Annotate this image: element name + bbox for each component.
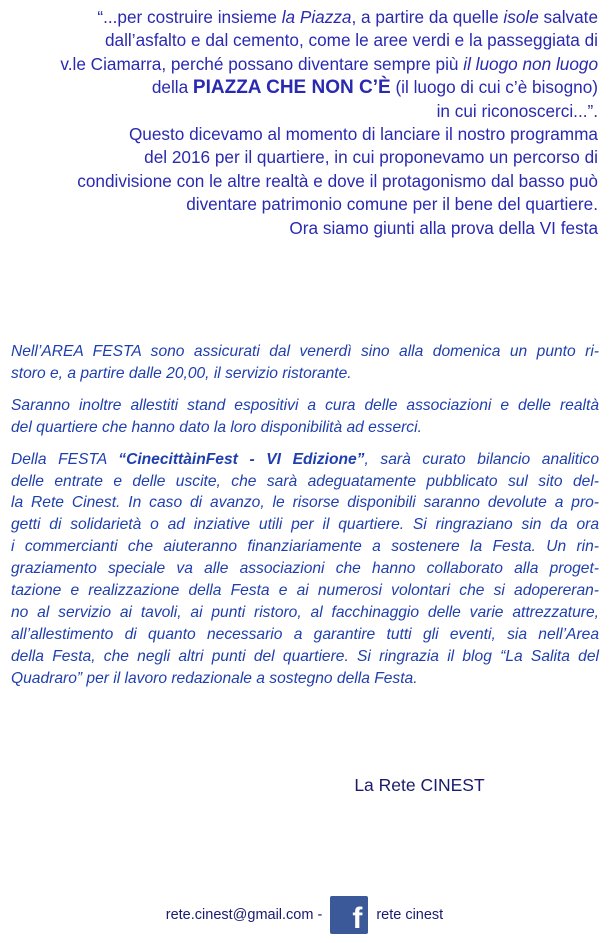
text-run: Saranno inoltre allestiti stand espositivi a cura delle associazioni e delle realtà [11,396,599,414]
text-run: (il luogo di cui c’è bisogno) [390,77,598,98]
text-run: storo e, a partire dalle 20,00, il servizio ristorante. [11,364,352,382]
text-run: Della FESTA [11,450,119,468]
text-run: “...per costruire insieme [97,7,282,27]
text-run: , sarà curato bilancio analitico [364,450,599,468]
text-run: , a partire da quelle [351,7,504,27]
facebook-icon[interactable]: f [330,896,368,934]
paragraph-gap [11,439,599,449]
text-line [11,580,599,602]
text-run: dall’asfalto e dal cemento, come le aree verdi e la passeggiata di [105,30,598,51]
text-run: Questo dicevamo al momento di lanciare il nostro programma [128,124,598,145]
text-run: tazione e realizzazione della Festa e ai numerosi volontari che si adopereran- [11,582,599,600]
text-run: Ora siamo giunti alla prova della VI festa [289,217,598,238]
text-run: graziamento speciale va alle associazioni che hanno collaborato alla proget- [11,560,599,578]
text-run: “CinecittàinFest - VI Edizione” [118,450,365,468]
text-line [10,123,598,146]
text-line [11,449,599,471]
text-run: in cui riconoscerci...”. [436,100,598,121]
text-run: della [151,77,193,98]
footer-contacts [0,896,609,934]
intro-quote [10,6,598,240]
text-run: no al servizio ai tavoli, ai punti ristoro, al facchinaggio delle varie attrezzature, [11,603,599,621]
paragraph [11,341,599,385]
text-line [10,170,598,193]
text-run: del quartiere che hanno dato la loro disponibilità ad esserci. [11,418,422,436]
text-run: la Rete Cinest. In caso di avanzo, le risorse disponibili saranno devolute a pro- [11,494,599,512]
text-run: salvate [538,7,598,27]
text-run: il luogo non luogo [463,53,598,74]
text-line [10,76,598,99]
text-line [11,668,599,690]
paragraph-gap [11,385,599,395]
text-line [11,363,599,385]
text-line [10,53,598,76]
text-line [11,471,599,493]
text-line [10,193,598,216]
text-line [10,146,598,169]
text-run: PIAZZA CHE NON C’È [192,77,391,99]
text-line [11,602,599,624]
text-run: isole [503,7,539,27]
text-run: diventare patrimonio comune per il bene del quartiere. [186,194,598,215]
text-line [11,492,599,514]
text-line [10,6,598,29]
signature: La Rete CINEST [354,775,485,795]
text-run: Nell’AREA FESTA sono assicurati dal venerdì sino alla domenica un punto ri- [11,343,599,360]
text-line [11,646,599,668]
text-run: Quadraro” per il lavoro redazionale a sostegno della Festa. [11,669,418,687]
text-line [10,217,598,240]
text-run: v.le Ciamarra, perché possano diventare sempre più [60,53,464,74]
text-line [11,514,599,536]
text-line [11,624,599,646]
text-run: all’allestimento di quanto necessario a garantire tutti gli eventi, sia nell’Area [11,625,599,643]
text-run: la Piazza [281,7,352,27]
text-line [11,417,599,439]
text-line [10,100,598,123]
email-address[interactable]: rete.cinest@gmail.com - [165,907,323,923]
text-run: della Festa, che negli altri punti del quartiere. Si ringrazia il blog “La Salita del [11,647,599,665]
text-line [11,395,599,417]
text-line [10,29,598,52]
text-line [11,558,599,580]
text-run: delle entrate e delle uscite, che sarà adeguatamente pubblicato sul sito del- [11,472,599,490]
text-line [11,341,599,363]
paragraph [11,395,599,439]
body-text [11,341,599,690]
text-run: i commercianti che aiuteranno finanziariamente a sostenere la Festa. Un rin- [11,538,599,556]
paragraph [11,449,599,690]
text-run: condivisione con le altre realtà e dove il protagonismo dal basso può [77,170,598,191]
text-run: del 2016 per il quartiere, in cui proponevamo un percorso di [144,147,598,168]
text-line [11,536,599,558]
facebook-page-label[interactable]: rete cinest [376,907,444,923]
text-run: getti di solidarietà o ad inziative utili per il quartiere. Si ringraziano sin da ora [11,516,599,534]
